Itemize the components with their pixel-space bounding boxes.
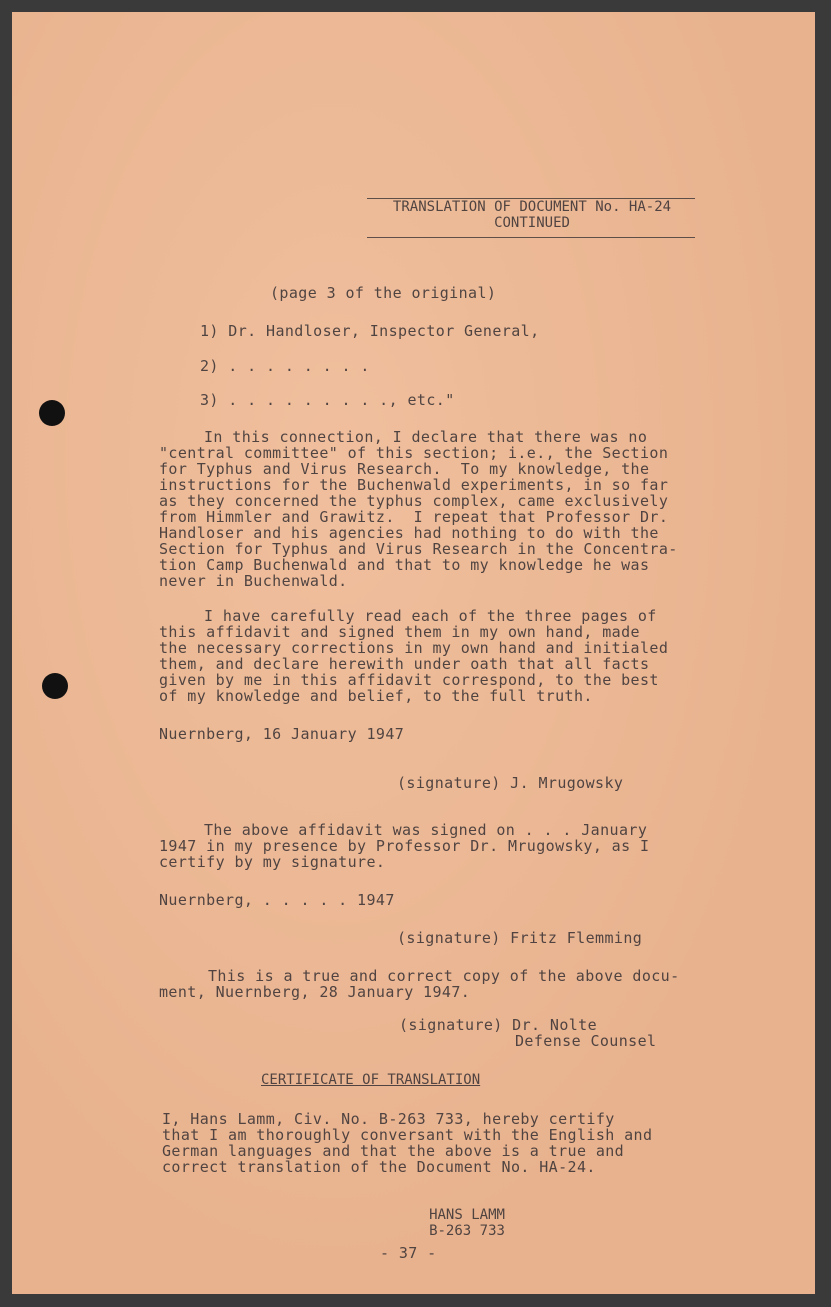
header-subtitle: CONTINUED bbox=[494, 215, 570, 231]
text-line: Section for Typhus and Virus Research in the Concentra- bbox=[159, 540, 678, 558]
place-date: Nuernberg, 16 January 1947 bbox=[159, 725, 405, 743]
signature-title: Defense Counsel bbox=[515, 1032, 657, 1050]
text-line: instructions for the Buchenwald experiments, in so far bbox=[159, 476, 669, 494]
text-line: them, and declare herewith under oath that all facts bbox=[159, 655, 650, 673]
text-line: I, Hans Lamm, Civ. No. B-263 733, hereby certify bbox=[162, 1110, 615, 1128]
text-line: this affidavit and signed them in my own hand, made bbox=[159, 623, 640, 641]
text-line: correct translation of the Document No. HA-24. bbox=[162, 1158, 596, 1176]
text-line: from Himmler and Grawitz. I repeat that Professor Dr. bbox=[159, 508, 669, 526]
text-line: for Typhus and Virus Research. To my knowledge, the bbox=[159, 460, 650, 478]
text-line: tion Camp Buchenwald and that to my knowledge he was bbox=[159, 556, 650, 574]
text-line: that I am thoroughly conversant with the English and bbox=[162, 1126, 653, 1144]
translator-name: HANS LAMM bbox=[429, 1207, 505, 1223]
translator-number: B-263 733 bbox=[429, 1223, 505, 1239]
punch-hole-top bbox=[39, 400, 65, 426]
place-date: Nuernberg, . . . . . 1947 bbox=[159, 891, 395, 909]
certificate-title: CERTIFICATE OF TRANSLATION bbox=[261, 1072, 481, 1088]
text-line: ment, Nuernberg, 28 January 1947. bbox=[159, 983, 471, 1001]
signature-line: (signature) J. Mrugowsky bbox=[397, 774, 624, 792]
text-line: "central committee" of this section; i.e., the Section bbox=[159, 444, 669, 462]
header-rule-bottom bbox=[367, 237, 695, 238]
text-line: of my knowledge and belief, to the full truth. bbox=[159, 687, 593, 705]
text-line: as they concerned the typhus complex, came exclusively bbox=[159, 492, 669, 510]
translator-signature bbox=[392, 1207, 542, 1239]
list-item: 3) . . . . . . . . ., etc." bbox=[200, 391, 455, 409]
text-line: the necessary corrections in my own hand and initialed bbox=[159, 639, 669, 657]
text-line: This is a true and correct copy of the above docu- bbox=[208, 967, 680, 985]
document-header bbox=[367, 199, 697, 231]
text-line: certify by my signature. bbox=[159, 853, 386, 871]
text-line: I have carefully read each of the three pages of bbox=[204, 607, 657, 625]
text-line: German languages and that the above is a true and bbox=[162, 1142, 625, 1160]
text-line: never in Buchenwald. bbox=[159, 572, 348, 590]
text-line: 1947 in my presence by Professor Dr. Mrugowsky, as I bbox=[159, 837, 650, 855]
document-page bbox=[12, 12, 815, 1294]
header-title: TRANSLATION OF DOCUMENT No. HA-24 bbox=[392, 199, 672, 215]
signature-line: (signature) Dr. Nolte bbox=[399, 1016, 598, 1034]
list-item: 1) Dr. Handloser, Inspector General, bbox=[200, 322, 540, 340]
list-item: 2) . . . . . . . . bbox=[200, 357, 370, 375]
text-line: In this connection, I declare that there was no bbox=[204, 428, 648, 446]
text-line: Handloser and his agencies had nothing to do with the bbox=[159, 524, 659, 542]
text-line: The above affidavit was signed on . . . January bbox=[204, 821, 648, 839]
page-number: - 37 - bbox=[380, 1244, 437, 1262]
text-line: given by me in this affidavit correspond, to the best bbox=[159, 671, 659, 689]
page-reference: (page 3 of the original) bbox=[270, 284, 497, 302]
signature-line: (signature) Fritz Flemming bbox=[397, 929, 643, 947]
punch-hole-bottom bbox=[42, 673, 68, 699]
